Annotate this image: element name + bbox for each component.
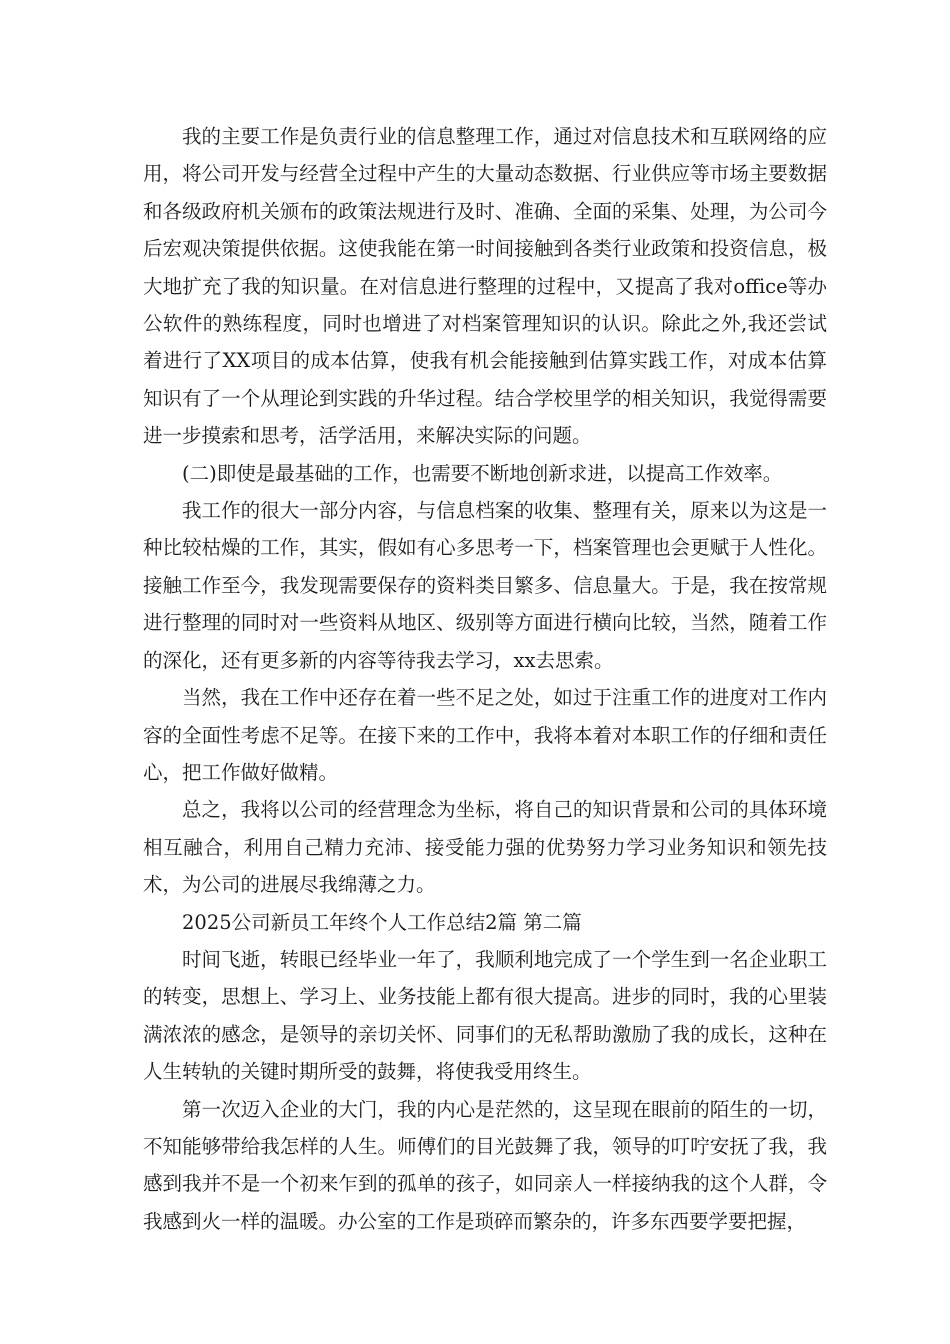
paragraph-one-year: 时间飞逝，转眼已经毕业一年了，我顺利地完成了一个学生到一名企业职工的转变，思想上、学习上、业务技能上都有很大提高。进步的同时，我的心里装满浓浓的感念，是领导的亲切关怀、同事们的无私帮助激励了我的成长，这种在人生转轨的关键时期所受的鼓舞，将使我受用终生。 (143, 947, 827, 1084)
paragraph-first-entry: 第一次迈入企业的大门，我的内心是茫然的，这呈现在眼前的陌生的一切，不知能够带给我怎样的人生。师傅们的目光鼓舞了我，领导的叮咛安抚了我，我感到我并不是一个初来乍到的孤单的孩子，如同亲人一样接纳我的这个人群，令我感到火一样的温暖。办公室的工作是琐碎而繁杂的，许多东西要学要把握， (143, 1097, 827, 1233)
section-title-second-article: 2025公司新员工年终个人工作总结2篇 第二篇 (182, 910, 582, 934)
paragraph-archive-work: 我工作的很大一部分内容，与信息档案的收集、整理有关，原来以为这是一种比较枯燥的工作，其实，假如有心多思考一下，档案管理也会更赋于人性化。接触工作至今，我发现需要保存的资料类目繁多、信息量大。于是，我在按常规进行整理的同时对一些资料从地区、级别等方面进行横向比较，当然，随着工作的深化，还有更多新的内容等待我去学习，xx去思索。 (143, 499, 827, 672)
document-body (143, 118, 827, 1240)
paragraph-shortcomings: 当然，我在工作中还存在着一些不足之处，如过于注重工作的进度对工作内容的全面性考虑不足等。在接下来的工作中，我将本着对本职工作的仔细和责任心，把工作做好做精。 (143, 686, 827, 784)
paragraph-heading-innovation: (二)即使是最基础的工作，也需要不断地创新求进，以提高工作效率。 (182, 461, 783, 485)
paragraph-conclusion: 总之，我将以公司的经营理念为坐标，将自己的知识背景和公司的具体环境相互融合，利用自己精力充沛、接受能力强的优势努力学习业务知识和领先技术，为公司的进展尽我绵薄之力。 (143, 798, 827, 897)
paragraph-info-work: 我的主要工作是负责行业的信息整理工作，通过对信息技术和互联网络的应用，将公司开发与经营全过程中产生的大量动态数据、行业供应等市场主要数据和各级政府机关颁布的政策法规进行及时、准确、全面的采集、处理，为公司今后宏观决策提供依据。这使我能在第一时间接触到各类行业政策和投资信息，极大地扩充了我的知识量。在对信息进行整理的过程中，又提高了我对office等办公软件的熟练程度，同时也增进了对档案管理知识的认识。除此之外,我还尝试着进行了XX项目的成本估算，使我有机会能接触到估算实践工作，对成本估算知识有了一个从理论到实践的升华过程。结合学校里学的相关知识，我觉得需要进一步摸索和思考，活学活用，来解决实际的问题。 (143, 125, 827, 448)
